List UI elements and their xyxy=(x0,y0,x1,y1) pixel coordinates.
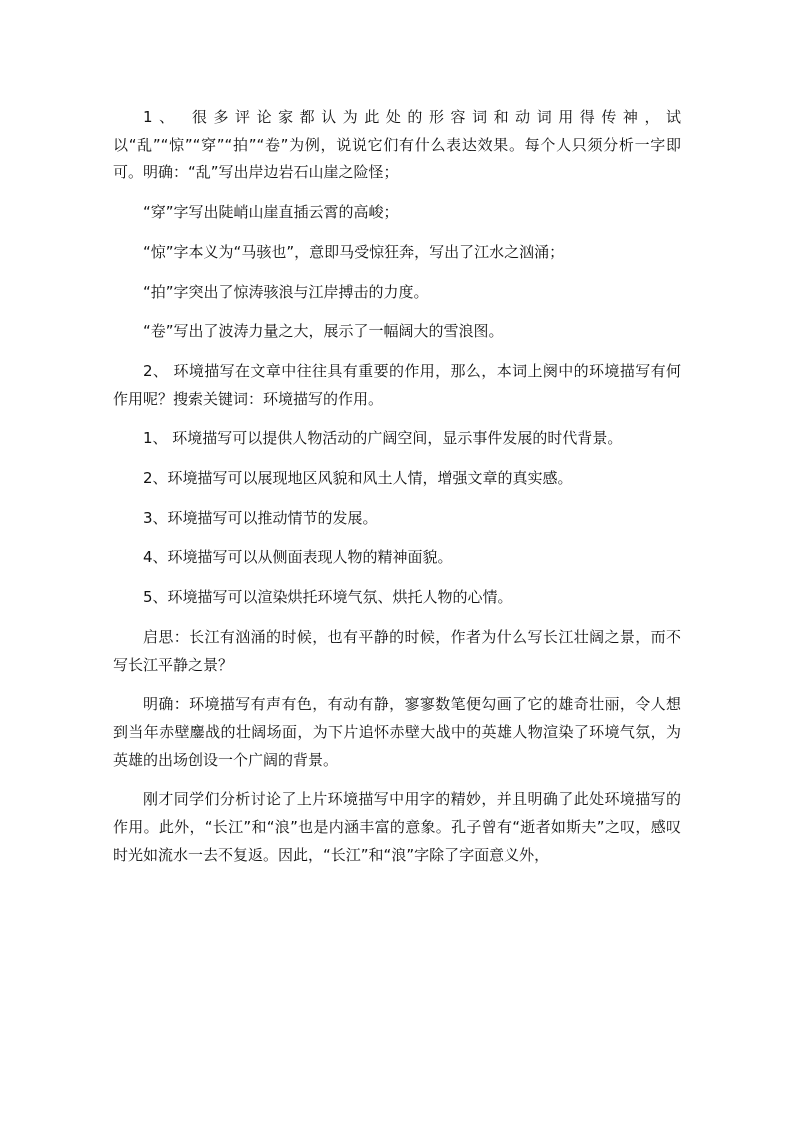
paragraph-mingque: 明确：环境描写有声有色，有动有静，寥寥数笔便勾画了它的雄奇壮丽，令人想到当年赤壁鏖战的壮阔场面，为下片追怀赤壁大战中的英雄人物渲染了环境气氛，为英雄的出场创设一个广阔的背景。 xyxy=(113,695,681,769)
list-item-2: 2、环境描写可以展现地区风貌和风土人情，增强文章的真实感。 xyxy=(143,469,573,488)
paragraph-juan: “卷”写出了波涛力量之大，展示了一幅阔大的雪浪图。 xyxy=(143,322,504,341)
list-item-4: 4、环境描写可以从侧面表现人物的精神面貌。 xyxy=(143,548,453,567)
list-item-1: 1、 环境描写可以提供人物活动的广阔空间，显示事件发展的时代背景。 xyxy=(143,429,623,448)
paragraph-jing: “惊”字本义为“马骇也”，意即马受惊狂奔，写出了江水之汹涌； xyxy=(143,242,565,261)
list-item-3: 3、环境描写可以推动情节的发展。 xyxy=(143,508,378,527)
paragraph-gangcai: 刚才同学们分析讨论了上片环境描写中用字的精妙，并且明确了此处环境描写的作用。此外，“长江”和“浪”也是内涵丰富的意象。孔子曾有“逝者如斯夫”之叹，感叹时光如流水一去不复返。因此，“长江”和“浪”字除了字面意义外， xyxy=(113,790,681,864)
document-page xyxy=(113,104,681,869)
paragraph-qisi: 启思：长江有汹涌的时候，也有平静的时候，作者为什么写长江壮阔之景，而不写长江平静之景？ xyxy=(113,627,681,674)
list-item-5: 5、环境描写可以渲染烘托环境气氛、烘托人物的心情。 xyxy=(143,588,513,607)
paragraph-chuan: “穿”字写出陡峭山崖直插云霄的高峻； xyxy=(143,203,399,222)
paragraph-question-1: 1、 很多评论家都认为此处的形容词和动词用得传神，试以“乱”“惊”“穿”“拍”“卷”为例，说说它们有什么表达效果。每个人只须分析一字即可。明确：“乱”写出岸边岩石山崖之险怪； xyxy=(113,108,681,182)
paragraph-question-2: 2、 环境描写在文章中往往具有重要的作用，那么，本词上阕中的环境描写有何作用呢？搜索关键词：环境描写的作用。 xyxy=(113,361,681,408)
paragraph-pai: “拍”字突出了惊涛骇浪与江岸搏击的力度。 xyxy=(143,282,429,301)
